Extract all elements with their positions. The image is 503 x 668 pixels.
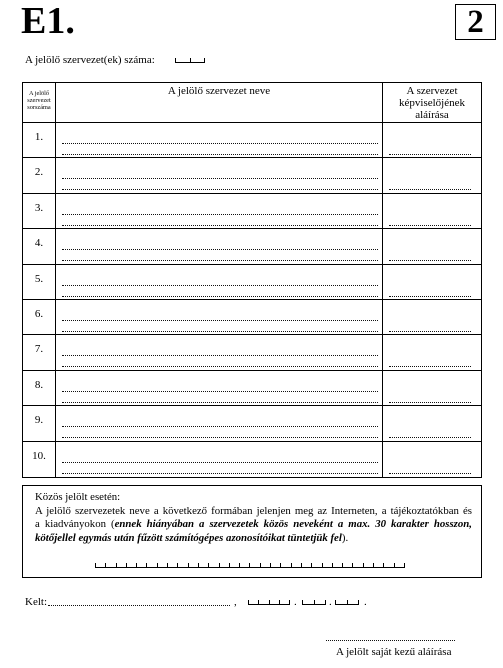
representative-signature-cell [383, 158, 481, 192]
page-number: 2 [467, 3, 484, 40]
character-slot[interactable] [146, 563, 156, 567]
table-row [23, 265, 481, 300]
date-comma: , [234, 596, 237, 608]
organization-count-field[interactable] [175, 58, 205, 63]
date-month-field[interactable] [302, 600, 326, 605]
table-row [23, 194, 481, 229]
row-number-cell [23, 300, 56, 334]
organization-name-cell [56, 335, 383, 369]
representative-signature-line[interactable] [389, 225, 471, 226]
row-number-cell [23, 406, 56, 440]
table-row [23, 335, 481, 370]
header-organization-name: A jelölő szervezet neve [56, 83, 383, 122]
character-slot[interactable] [302, 600, 314, 604]
character-slot[interactable] [105, 563, 115, 567]
character-slot[interactable] [198, 563, 208, 567]
date-day-field[interactable] [335, 600, 359, 605]
row-number: 9. [34, 414, 44, 427]
character-slot[interactable] [311, 563, 321, 567]
character-slot[interactable] [229, 563, 239, 567]
character-slot[interactable] [335, 600, 347, 604]
representative-signature-line[interactable] [389, 189, 471, 190]
date-row [0, 590, 503, 610]
character-slot[interactable] [394, 563, 405, 567]
organization-name-cell [56, 123, 383, 157]
character-slot[interactable] [342, 563, 352, 567]
date-label: Kelt: [25, 596, 47, 608]
organization-name-cell [56, 371, 383, 405]
organization-name-line-1[interactable] [62, 320, 378, 321]
character-slot[interactable] [239, 563, 249, 567]
joint-candidate-text-line-1: A jelölő szervezetek neve a következő formában jelenjen meg az Interneten, a tájékoztatókban és [35, 504, 472, 517]
row-number: 7. [34, 343, 44, 356]
table-row [23, 300, 481, 335]
organization-count-label: A jelölő szervezet(ek) száma: [25, 54, 155, 66]
joint-candidate-emphasis: kötőjellel egymás után fűzött számítógépes azonosítóikat tüntetjük fel [35, 531, 342, 544]
character-slot[interactable] [258, 600, 268, 604]
character-slot[interactable] [175, 58, 190, 62]
row-number: 3. [34, 201, 44, 214]
organization-name-line-2[interactable] [62, 189, 378, 190]
candidate-signature-caption: A jelölt saját kezű aláírása [336, 646, 452, 658]
character-slot[interactable] [269, 600, 279, 604]
row-number-cell [23, 265, 56, 299]
date-place-field[interactable] [48, 605, 230, 606]
form-code: E1. [21, 0, 75, 42]
character-slot[interactable] [177, 563, 187, 567]
row-number-cell [23, 335, 56, 369]
row-number: 4. [34, 237, 44, 250]
row-number-cell [23, 123, 56, 157]
organization-name-line-1[interactable] [62, 178, 378, 179]
organization-name-line-2[interactable] [62, 154, 378, 155]
table-row [23, 123, 481, 158]
representative-signature-line[interactable] [389, 402, 471, 403]
character-slot[interactable] [248, 600, 258, 604]
character-slot[interactable] [249, 563, 259, 567]
representative-signature-cell [383, 406, 481, 440]
header-representative-signature [383, 83, 481, 122]
table-row [23, 371, 481, 406]
representative-signature-line[interactable] [389, 260, 471, 261]
row-number-cell [23, 229, 56, 263]
representative-signature-line[interactable] [389, 366, 471, 367]
organization-name-line-1[interactable] [62, 214, 378, 215]
character-slot[interactable] [126, 563, 136, 567]
character-slot[interactable] [219, 563, 229, 567]
candidate-signature-field[interactable] [326, 640, 455, 641]
organization-name-line-2[interactable] [62, 225, 378, 226]
character-slot[interactable] [291, 563, 301, 567]
organization-name-line-2[interactable] [62, 402, 378, 403]
representative-signature-cell [383, 265, 481, 299]
date-year-field[interactable] [248, 600, 290, 605]
page-number-box [455, 4, 496, 40]
date-separator: . [294, 596, 297, 608]
joint-candidate-text-line-2 [35, 518, 472, 532]
character-slot[interactable] [136, 563, 146, 567]
joint-candidate-text: ). [341, 531, 349, 544]
character-slot[interactable] [352, 563, 362, 567]
row-number-cell [23, 371, 56, 405]
representative-signature-cell [383, 194, 481, 228]
character-slot[interactable] [363, 563, 373, 567]
organization-name-line-2[interactable] [62, 366, 378, 367]
organization-name-line-2[interactable] [62, 260, 378, 261]
character-slot[interactable] [260, 563, 270, 567]
organization-name-cell [56, 265, 383, 299]
row-number: 6. [34, 307, 44, 320]
representative-signature-cell [383, 335, 481, 369]
organization-name-line-1[interactable] [62, 143, 378, 144]
character-slot[interactable] [208, 563, 218, 567]
representative-signature-line[interactable] [389, 473, 471, 474]
joint-candidate-text-line-3 [35, 532, 472, 546]
character-slot[interactable] [188, 563, 198, 567]
character-slot[interactable] [116, 563, 126, 567]
organization-name-cell [56, 194, 383, 228]
character-slot[interactable] [270, 563, 280, 567]
organization-name-line-2[interactable] [62, 473, 378, 474]
joint-candidate-heading: Közös jelölt esetén: [35, 491, 121, 503]
character-slot[interactable] [167, 563, 177, 567]
table-header [23, 83, 481, 123]
organization-name-line-2[interactable] [62, 331, 378, 332]
joint-candidate-box [22, 485, 482, 578]
representative-signature-line[interactable] [389, 437, 471, 438]
header-representative-signature-label: A szervezet képviselőjének aláírása [399, 85, 465, 121]
date-separator: . [329, 596, 332, 608]
organization-name-line-2[interactable] [62, 437, 378, 438]
character-slot[interactable] [347, 600, 360, 604]
row-number: 1. [34, 131, 44, 143]
header-number: A jelölő szervezet sorszáma [23, 83, 56, 122]
representative-signature-cell [383, 371, 481, 405]
character-slot[interactable] [301, 563, 311, 567]
table-row [23, 229, 481, 264]
joint-name-character-field[interactable] [95, 563, 405, 568]
character-slot[interactable] [95, 563, 105, 567]
organizations-table [22, 82, 482, 478]
character-slot[interactable] [190, 58, 206, 62]
character-slot[interactable] [383, 563, 393, 567]
representative-signature-cell [383, 123, 481, 157]
representative-signature-line[interactable] [389, 296, 471, 297]
table-row [23, 442, 481, 477]
row-number: 8. [34, 378, 44, 391]
organization-name-cell [56, 158, 383, 192]
representative-signature-cell [383, 229, 481, 263]
date-separator: . [364, 596, 367, 608]
organization-name-cell [56, 442, 383, 477]
table-body [23, 123, 481, 477]
organization-name-cell [56, 406, 383, 440]
organization-name-line-1[interactable] [62, 285, 378, 286]
organization-name-line-1[interactable] [62, 426, 378, 427]
character-slot[interactable] [157, 563, 167, 567]
organization-name-line-1[interactable] [62, 249, 378, 250]
organization-name-line-1[interactable] [62, 355, 378, 356]
character-slot[interactable] [280, 563, 290, 567]
character-slot[interactable] [322, 563, 332, 567]
organization-name-line-1[interactable] [62, 391, 378, 392]
row-number: 2. [34, 166, 44, 179]
representative-signature-line[interactable] [389, 154, 471, 155]
table-row [23, 406, 481, 441]
row-number: 10. [32, 449, 46, 462]
joint-candidate-emphasis: ennek hiányában a szervezetek közös neveként a max. 30 karakter hosszon, [114, 518, 472, 531]
organization-name-line-1[interactable] [62, 462, 378, 463]
representative-signature-line[interactable] [389, 331, 471, 332]
table-row [23, 158, 481, 193]
character-slot[interactable] [279, 600, 290, 604]
character-slot[interactable] [332, 563, 342, 567]
row-number-cell [23, 442, 56, 477]
joint-candidate-text: a kiadványokon ( [35, 518, 115, 531]
organization-name-cell [56, 300, 383, 334]
organization-name-line-2[interactable] [62, 296, 378, 297]
row-number-cell [23, 194, 56, 228]
representative-signature-cell [383, 300, 481, 334]
row-number: 5. [34, 272, 44, 285]
representative-signature-cell [383, 442, 481, 477]
row-number-cell [23, 158, 56, 192]
organization-name-cell [56, 229, 383, 263]
character-slot[interactable] [373, 563, 383, 567]
character-slot[interactable] [314, 600, 327, 604]
